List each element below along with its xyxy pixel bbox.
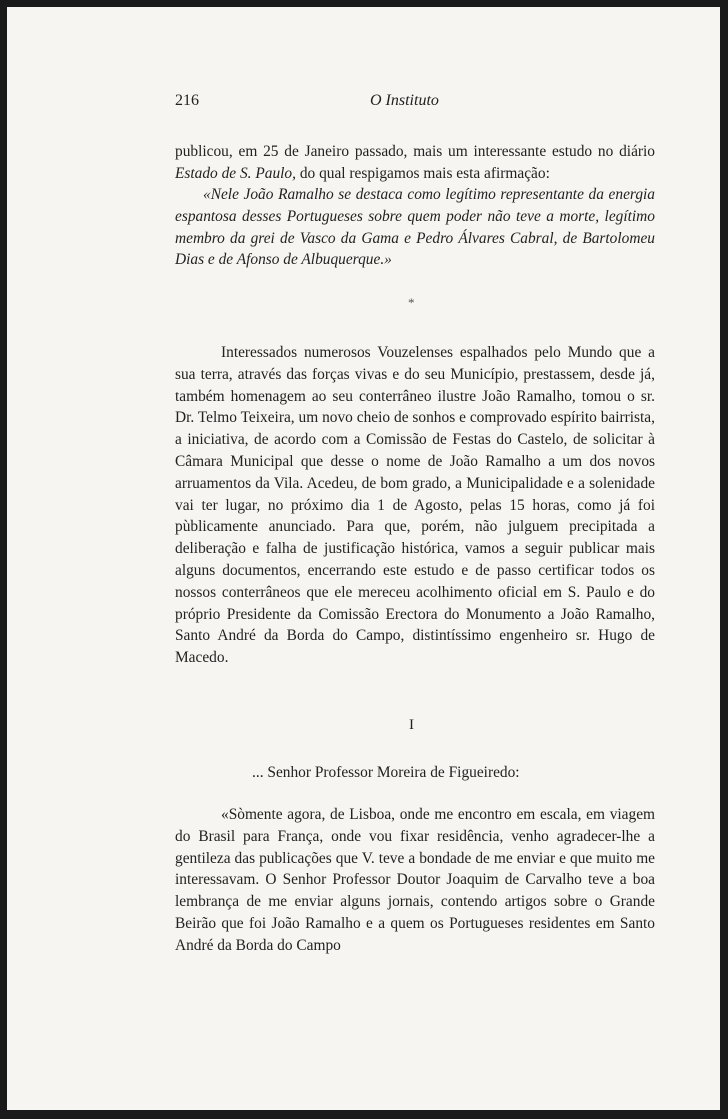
section-separator: * xyxy=(408,295,415,310)
page-number: 216 xyxy=(175,92,199,109)
letter-salutation: ... Senhor Professor Moreira de Figueiredo: xyxy=(252,764,520,781)
section-number: I xyxy=(409,717,414,733)
paragraph-intro-end: do qual respigamos mais esta afirmação: xyxy=(295,164,550,182)
newspaper-title: Estado de S. Paulo, xyxy=(175,164,296,182)
quotation: «Nele João Ramalho se destaca como legítimo representante da energia espantosa desses Portugueses sobre quem poder não teve a morte, legítimo membro da grei de Vasco da Gama e Pedro Álvares Cabral, de Bartolomeu Dias e de Afonso de Albuquerque.» xyxy=(175,186,655,269)
running-title: O Instituto xyxy=(370,92,439,109)
paragraph-main: Interessados numerosos Vouzelenses espalhados pelo Mundo que a sua terra, através das forças vivas e do seu Município, prestassem, desde já, também homenagem ao seu conterrâneo ilustre João Ramalho, tomou o sr. Dr. Telmo Teixeira, um novo cheio de sonhos e comprovado espírito bairrista, a iniciativa, de acordo com a Comissão de Festas do Castelo, de solicitar à Câmara Municipal que desse o nome de João Ramalho a um dos novos arruamentos da Vila. Acedeu, de bom grado, a Municipalidade e a solenidade vai ter lugar, no próximo dia 1 de Agosto, pelas 15 horas, como já foi pùblicamente anunciado. Para que, porém, não julguem precipitada a deliberação e falha de justificação histórica, vamos a seguir publicar mais alguns documentos, encerrando este estudo e de passo certificar todos os nossos conterrâneos que ele mereceu acolhimento oficial em S. Paulo e do próprio Presidente da Comissão Erectora do Monumento a João Ramalho, Santo André da Borda do Campo, distintíssimo engenheiro sr. Hugo de Macedo. xyxy=(175,344,655,667)
paragraph-intro-text: publicou, em 25 de Janeiro passado, mais um interessante estudo no diário xyxy=(175,143,655,160)
page-header xyxy=(175,92,637,118)
book-page xyxy=(7,7,720,1110)
letter-body: «Sòmente agora, de Lisboa, onde me encontro em escala, em viagem do Brasil para França, onde vou fixar residência, venho agradecer-lhe a gentileza das publicações que V. teve a bondade de me enviar e que muito me interessavam. O Senhor Professor Doutor Joaquim de Carvalho teve a boa lembrança de me enviar alguns jornais, contendo artigos sobre o Grande Beirão que foi João Ramalho e a quem os Portugueses residentes em Santo André da Borda do Campo xyxy=(175,806,655,954)
paragraph-intro xyxy=(175,141,655,185)
